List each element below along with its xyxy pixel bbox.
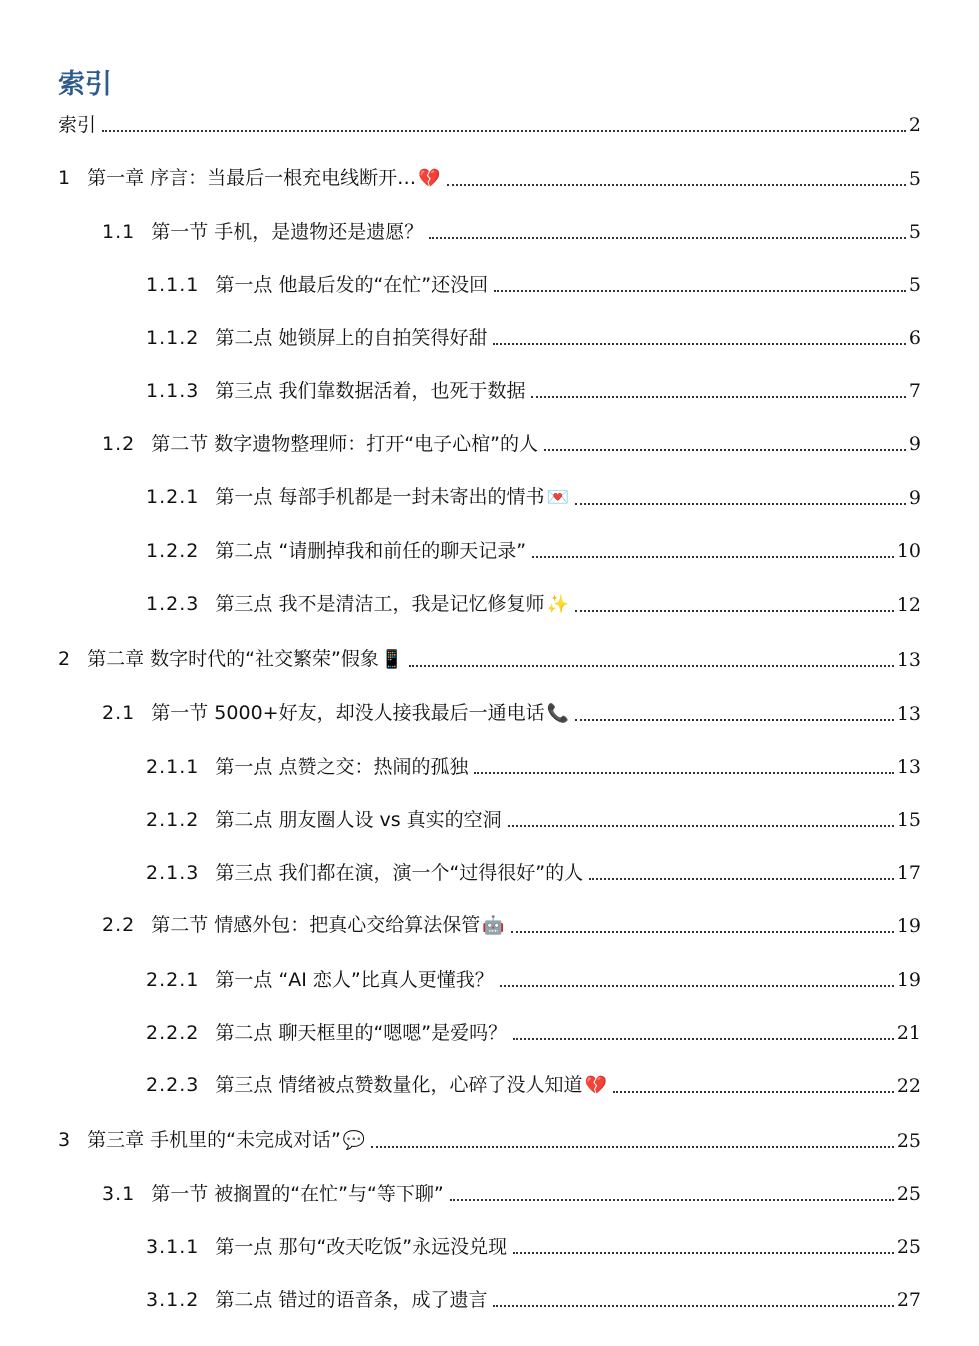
toc-entry-point[interactable]: [146, 1283, 921, 1313]
dot-leader: [513, 1252, 894, 1254]
toc-entry-index[interactable]: [58, 108, 921, 138]
dot-leader: [532, 556, 894, 558]
toc-entry-point[interactable]: [146, 534, 921, 564]
toc-entry-page: 12: [896, 594, 921, 616]
toc-entry-page: 27: [896, 1289, 921, 1311]
toc-entry-number: 3.1.1: [146, 1236, 200, 1258]
toc-entry-page: 15: [896, 809, 921, 831]
toc-entry-number: 1.2.2: [146, 540, 200, 562]
toc-entry-section[interactable]: [102, 215, 921, 245]
toc-entry-number: 1.1: [102, 221, 136, 243]
telephone-icon: 📞: [546, 703, 570, 724]
toc-entry-page: 25: [896, 1183, 921, 1205]
toc-entry-point[interactable]: [146, 963, 921, 993]
dot-leader: [474, 772, 893, 774]
toc-entry-section[interactable]: [102, 909, 921, 939]
toc-entry-title: 第二点 她锁屏上的自拍笑得好甜: [215, 327, 488, 349]
toc-entry-page: 7: [908, 380, 921, 402]
toc-entry-title: 第二点 朋友圈人设 vs 真实的空洞: [215, 809, 502, 831]
toc-entry-point[interactable]: [146, 856, 921, 886]
toc-entry-title: 第一点 他最后发的“在忙”还没回: [215, 274, 489, 296]
toc-entry-page: 5: [908, 274, 921, 296]
toc-entry-number: 2: [58, 648, 72, 670]
toc-entry-point[interactable]: [146, 321, 921, 351]
toc-entry-title: 第三章 手机里的“未完成对话”: [87, 1129, 341, 1151]
toc-entry-page: 13: [896, 649, 921, 671]
toc-entry-point[interactable]: [146, 1016, 921, 1046]
mobile-phone-icon: 📱: [380, 649, 404, 670]
toc-entry-title: 第一点 “AI 恋人”比真人更懂我？: [215, 969, 494, 991]
toc-entry-number: 2.2.2: [146, 1022, 200, 1044]
toc-entry-number: 1.1.2: [146, 327, 200, 349]
toc-entry-page: 10: [896, 540, 921, 562]
toc-entry-point[interactable]: [146, 268, 921, 298]
toc-entry-number: 2.2.3: [146, 1074, 200, 1096]
toc-entry-number: 2.2: [102, 914, 136, 936]
toc-entry-chapter[interactable]: [58, 1124, 921, 1154]
toc-entry-title: 第二点 “请删掉我和前任的聊天记录”: [215, 540, 527, 562]
toc-entry-point[interactable]: [146, 803, 921, 833]
toc-entry-title: 第一点 每部手机都是一封未寄出的情书: [215, 486, 545, 508]
dot-leader: [429, 237, 906, 239]
dot-leader: [409, 665, 894, 667]
toc-entry-title: 索引: [58, 114, 97, 136]
toc-entry-page: 25: [896, 1130, 921, 1152]
toc-entry-number: 2.1.2: [146, 809, 200, 831]
toc-entry-number: 2.1: [102, 702, 136, 724]
toc-entry-page: 19: [896, 969, 921, 991]
broken-heart-icon: 💔: [418, 168, 441, 189]
toc-entry-point[interactable]: [146, 374, 921, 404]
toc-entry-page: 25: [896, 1236, 921, 1258]
toc-entry-number: 2.2.1: [146, 969, 200, 991]
dot-leader: [575, 719, 894, 721]
toc-entry-page: 5: [908, 168, 921, 190]
toc-entry-point[interactable]: [146, 481, 921, 511]
toc-entry-point[interactable]: [146, 588, 921, 618]
dot-leader: [575, 503, 906, 505]
dot-leader: [447, 184, 906, 186]
sparkles-icon: ✨: [546, 594, 569, 615]
toc-entry-section[interactable]: [102, 427, 921, 457]
dot-leader: [513, 1038, 894, 1040]
toc-entry-number: 2.1.1: [146, 756, 200, 778]
toc-entry-number: 3: [58, 1129, 72, 1151]
toc-entry-title: 第一章 序言：当最后一根充电线断开…: [87, 167, 417, 189]
dot-leader: [450, 1199, 894, 1201]
toc-entry-number: 1.1.1: [146, 274, 200, 296]
dot-leader: [531, 396, 905, 398]
dot-leader: [508, 825, 894, 827]
toc-entry-title: 第一点 那句“改天吃饭”永远没兑现: [215, 1236, 508, 1258]
toc-entry-number: 3.1: [102, 1183, 136, 1205]
dot-leader: [613, 1091, 894, 1093]
toc-entry-number: 1.1.3: [146, 380, 200, 402]
toc-entry-title: 第三点 我们靠数据活着，也死于数据: [215, 380, 526, 402]
dot-leader: [511, 931, 894, 933]
toc-entry-page: 9: [908, 433, 921, 455]
toc-entry-title: 第一点 点赞之交：热闹的孤独: [215, 756, 469, 778]
toc-entry-point[interactable]: [146, 1230, 921, 1260]
dot-leader: [494, 290, 906, 292]
toc-entry-title: 第三点 情绪被点赞数量化，心碎了没人知道: [215, 1074, 583, 1096]
dot-leader: [575, 610, 894, 612]
toc-entry-number: 1: [58, 167, 72, 189]
toc-entry-title: 第二点 错过的语音条，成了遗言: [215, 1289, 488, 1311]
toc-entry-title: 第二节 数字遗物整理师：打开“电子心棺”的人: [151, 433, 538, 455]
love-letter-icon: 💌: [546, 487, 569, 508]
toc-entry-title: 第三点 我们都在演，演一个“过得很好”的人: [215, 862, 584, 884]
toc-entry-page: 21: [896, 1022, 921, 1044]
toc-entry-page: 5: [908, 221, 921, 243]
toc-entry-number: 1.2: [102, 433, 136, 455]
toc-entry-chapter[interactable]: [58, 643, 921, 673]
toc-entry-title: 第二节 情感外包：把真心交给算法保管: [151, 914, 481, 936]
toc-heading: 索引: [58, 69, 112, 100]
toc-entry-title: 第一节 5000+好友，却没人接我最后一通电话: [151, 702, 545, 724]
toc-entry-title: 第二章 数字时代的“社交繁荣”假象: [87, 648, 379, 670]
toc-entry-page: 19: [896, 915, 921, 937]
toc-entry-page: 17: [896, 862, 921, 884]
toc-entry-title: 第三点 我不是清洁工，我是记忆修复师: [215, 593, 545, 615]
toc-entry-page: 6: [908, 327, 921, 349]
toc-entry-section[interactable]: [102, 1177, 921, 1207]
toc-entry-section[interactable]: [102, 697, 921, 727]
toc-entry-page: 13: [896, 756, 921, 778]
toc-entry-page: 13: [896, 703, 921, 725]
toc-entry-number: 1.2.1: [146, 486, 200, 508]
toc-entry-page: 22: [896, 1075, 921, 1097]
dot-leader: [544, 449, 906, 451]
dot-leader: [493, 343, 905, 345]
toc-entry-title: 第一节 被搁置的“在忙”与“等下聊”: [151, 1183, 444, 1205]
toc-entry-number: 3.1.2: [146, 1289, 200, 1311]
dot-leader: [493, 1305, 893, 1307]
dot-leader: [371, 1146, 894, 1148]
broken-heart-icon: 💔: [584, 1075, 607, 1096]
robot-icon: 🤖: [482, 915, 505, 936]
toc-entry-point[interactable]: [146, 750, 921, 780]
toc-entry-title: 第二点 聊天框里的“嗯嗯”是爱吗？: [215, 1022, 508, 1044]
toc-entry-number: 1.2.3: [146, 593, 200, 615]
toc-entry-point[interactable]: [146, 1069, 921, 1099]
toc-entry-chapter[interactable]: [58, 162, 921, 192]
toc-entry-page: 9: [908, 487, 921, 509]
dot-leader: [102, 130, 906, 132]
toc-entry-number: 2.1.3: [146, 862, 200, 884]
dot-leader: [589, 878, 894, 880]
speech-bubble-icon: 💬: [342, 1130, 366, 1151]
toc-entry-title: 第一节 手机，是遗物还是遗愿？: [151, 221, 424, 243]
dot-leader: [500, 985, 894, 987]
toc-entry-page: 2: [908, 114, 921, 136]
